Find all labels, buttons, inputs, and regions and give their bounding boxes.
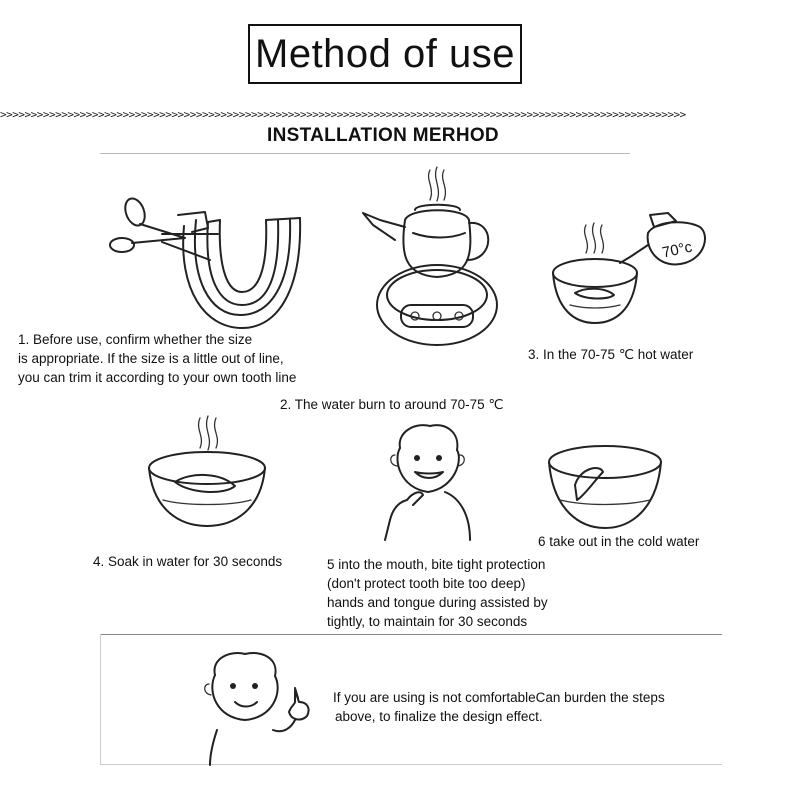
boy-pointing-illustration xyxy=(195,650,325,765)
bowl-icon xyxy=(149,452,265,526)
page-title: Method of use xyxy=(248,24,522,84)
chevron-divider: >>>>>>>>>>>>>>>>>>>>>>>>>>>>>>>>>>>>>>>>>>>>>>>>>>>>>>>>>>>>>>>>>>>>>>>>>>>>>>>>>>>>>>>>>>>>>>>>>>>>>>>>>>>>>>>> xyxy=(0,108,686,121)
bowl-icon xyxy=(549,446,661,528)
boy-biting-illustration xyxy=(375,420,485,540)
soak-bowl-illustration xyxy=(145,410,275,540)
cold-water-bowl-illustration xyxy=(545,440,665,540)
step1-line1: 1. Before use, confirm whether the size xyxy=(18,332,253,347)
step5-line4: tightly, to maintain for 30 seconds xyxy=(327,614,528,629)
step5-line2: (don't protect tooth bite too deep) xyxy=(327,576,526,591)
step5-caption xyxy=(327,555,548,631)
scissors-icon xyxy=(110,196,218,260)
bowl-icon xyxy=(553,259,637,323)
steam-icon xyxy=(429,167,446,201)
step5-line3: hands and tongue during assisted by xyxy=(327,595,548,610)
pointing-hand-icon xyxy=(289,688,309,719)
step1-caption xyxy=(18,330,296,387)
step1-line2: is appropriate. If the size is a little out of line, xyxy=(18,351,284,366)
note-line2: above, to finalize the design effect. xyxy=(335,709,543,724)
step3-caption: 3. In the 70-75 ℃ hot water xyxy=(528,347,694,362)
scissors-mouthguard-illustration xyxy=(100,190,320,330)
kettle-temp-label: 70°c xyxy=(660,238,694,262)
kettle-stove-illustration xyxy=(355,165,515,355)
section-subtitle: INSTALLATION MERHOD xyxy=(267,125,499,146)
hand-icon xyxy=(385,492,470,540)
step4-caption: 4. Soak in water for 30 seconds xyxy=(93,554,283,569)
note-line1: If you are using is not comfortableCan burden the steps xyxy=(333,690,665,705)
steam-icon xyxy=(199,416,218,450)
note-frame-bottom xyxy=(100,764,722,765)
boy-face-icon xyxy=(391,425,465,492)
hot-water-bowl-illustration xyxy=(550,205,710,335)
note-frame-left xyxy=(100,634,101,764)
mouthguard-icon xyxy=(178,212,300,328)
subtitle-rule xyxy=(100,153,630,154)
step2-caption: 2. The water burn to around 70-75 ℃ xyxy=(280,397,504,412)
step1-line3: you can trim it according to your own tooth line xyxy=(18,370,297,385)
steam-icon xyxy=(585,223,604,253)
section-divider xyxy=(100,634,722,635)
step6-caption: 6 take out in the cold water xyxy=(538,534,700,549)
note-text xyxy=(333,688,665,726)
step5-line1: 5 into the mouth, bite tight protection xyxy=(327,557,546,572)
boy-face-icon xyxy=(205,653,278,720)
